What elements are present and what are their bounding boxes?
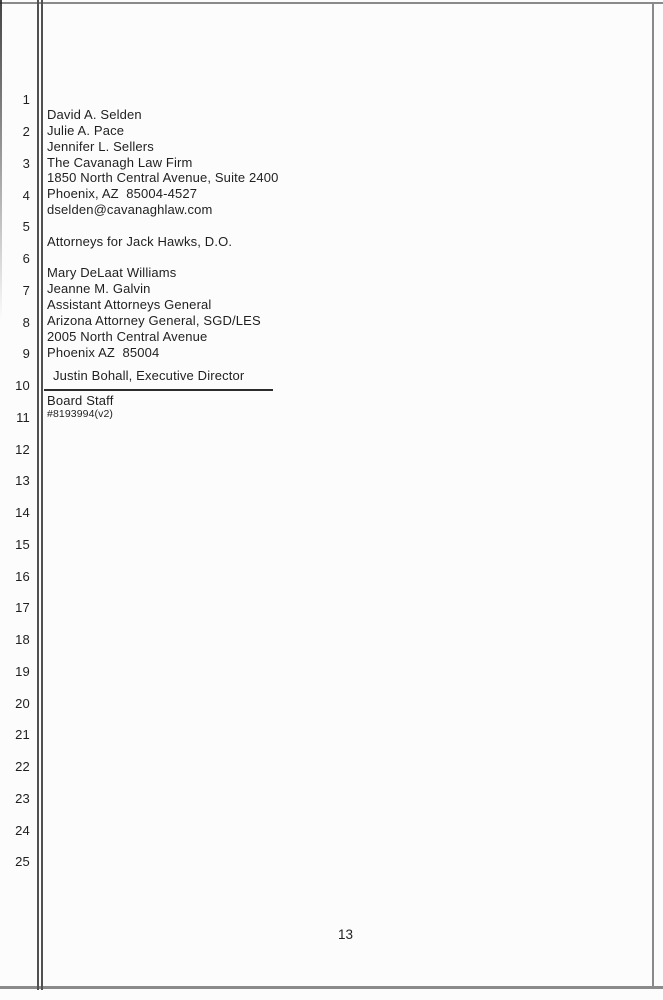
line-number: 12	[15, 441, 30, 457]
document-line: The Cavanagh Law Firm	[47, 154, 193, 170]
document-line	[47, 250, 279, 266]
line-number: 4	[22, 187, 30, 203]
page-border-bottom	[0, 986, 663, 989]
document-line: Mary DeLaat Williams	[47, 265, 177, 281]
document-line: 1850 North Central Avenue, Suite 2400	[47, 170, 279, 186]
line-number: 23	[15, 790, 30, 806]
document-line: Assistant Attorneys General	[47, 297, 212, 313]
line-number-gutter	[0, 84, 31, 878]
signature-caption: Board Staff	[47, 392, 114, 408]
page-border-right	[652, 2, 654, 988]
pleading-double-rule-inner	[41, 0, 43, 990]
line-number: 5	[22, 219, 30, 235]
document-line: dselden@cavanaghlaw.com	[47, 202, 213, 218]
attorney-block	[47, 107, 279, 361]
pleading-double-rule-outer	[37, 0, 39, 990]
line-number: 15	[15, 536, 30, 552]
line-number: 18	[15, 632, 30, 648]
line-number: 1	[22, 92, 30, 108]
line-number: 17	[15, 600, 30, 616]
line-number: 9	[22, 346, 30, 362]
line-number: 19	[15, 663, 30, 679]
line-number: 22	[15, 759, 30, 775]
line-number: 7	[22, 282, 30, 298]
document-line: Arizona Attorney General, SGD/LES	[47, 312, 261, 328]
document-line: Phoenix AZ 85004	[47, 344, 160, 360]
line-number: 25	[15, 854, 30, 870]
signature-name: Justin Bohall, Executive Director	[53, 368, 245, 383]
line-number: 21	[15, 727, 30, 743]
line-number: 16	[15, 568, 30, 584]
signature-block	[47, 368, 307, 420]
line-number: 11	[16, 409, 30, 425]
line-number: 8	[22, 314, 30, 330]
document-line: Attorneys for Jack Hawks, D.O.	[47, 233, 233, 249]
document-line: Phoenix, AZ 85004-4527	[47, 186, 198, 202]
line-number: 6	[22, 251, 30, 267]
line-number: 20	[15, 695, 30, 711]
signature-rule	[44, 389, 273, 391]
line-number: 10	[15, 378, 30, 394]
document-line	[47, 218, 279, 234]
page-border-top	[0, 2, 663, 4]
line-number: 2	[22, 124, 30, 140]
document-line: 2005 North Central Avenue	[47, 328, 208, 344]
line-number: 14	[15, 505, 30, 521]
document-line: Jennifer L. Sellers	[47, 138, 154, 154]
document-number: #8193994(v2)	[47, 408, 113, 421]
line-number: 13	[15, 473, 30, 489]
page-number: 13	[337, 927, 354, 942]
line-number: 24	[15, 822, 30, 838]
document-line: David A. Selden	[47, 107, 142, 122]
document-line: Julie A. Pace	[47, 122, 125, 138]
line-number: 3	[22, 155, 30, 171]
document-line: Jeanne M. Galvin	[47, 281, 151, 297]
